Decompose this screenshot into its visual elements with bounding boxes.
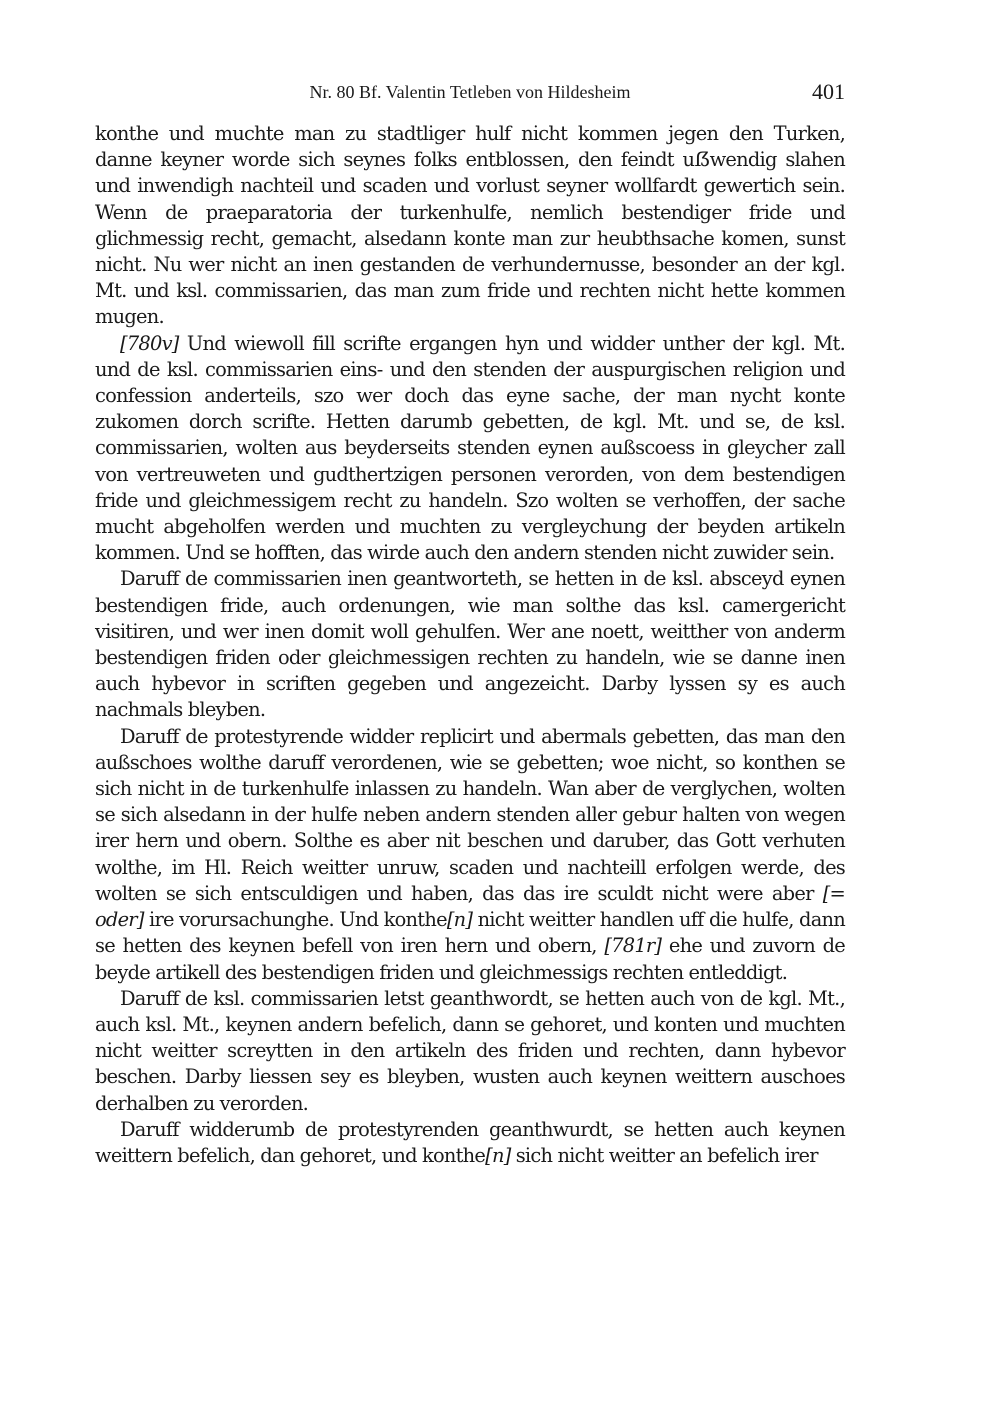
paragraph-text: ehe und zuvorn de beyde artikell des bestendigen friden und gleichmessigs rechten entleddigt.	[95, 934, 845, 984]
paragraph-5	[95, 986, 845, 1117]
paragraph-1	[95, 121, 845, 331]
running-header	[95, 79, 845, 109]
paragraph-text: Daruff widderumb de protestyrenden geanthwurdt, se hetten auch keynen weittern befelich, dan gehoret, und konthe	[95, 1117, 845, 1167]
document-body	[95, 121, 845, 1169]
page-number: 401	[812, 79, 845, 104]
paragraph-text: nicht weitter handlen uff die hulfe, dann se hetten des keynen befell von iren hern und obern,	[95, 908, 846, 958]
paragraph-6	[95, 1117, 845, 1169]
folio-reference: [780v]	[120, 331, 179, 355]
paragraph-text: sich nicht weitter an befelich irer	[510, 1143, 818, 1167]
paragraph-text: Daruff de protestyrende widder replicirt und abermals gebetten, das man den außschoes wolthe daruff verordenen, wie se gebetten; woe nicht, so konthen se sich nicht in de turkenhulfe inlassen zu handeln. Wan aber de verglychen, wolten se sich alsedann in der hulfe neben andern stenden aller gebur halten von wegen irer hern und obern. Solthe es aber nit beschen und daruber, das Gott verhuten wolthe, im Hl. Reich weitter unruw, scaden und nachteill erfolgen werde, des wolten se sich entsculdigen und haben, das das ire sculdt nicht were aber	[95, 724, 845, 905]
paragraph-text: ire vorursachunghe. Und konthe	[143, 908, 447, 932]
folio-reference: [781r]	[604, 934, 662, 958]
paragraph-text: Daruff de commissarien inen geantworteth, se hetten in de ksl. absceyd eynen bestendigen fride, auch ordenungen, wie man solthe das ksl. camergericht visitiren, und wer inen domit woll gehulfen. Wer ane noett, weitther von anderm bestendigen friden oder gleichmessigen rechten zu handeln, wie se danne inen auch hybevor in scriften gegeben und angezeicht. Darby lyssen sy es auch nachmals bleyben.	[95, 567, 845, 722]
paragraph-4	[95, 724, 845, 986]
paragraph-text: konthe und muchte man zu stadtliger hulf nicht kommen jegen den Turken, danne keyner worde sich seynes folks entblossen, den feindt uẞwendig slahen und inwendigh nachteil und scaden und vorlust seyner wollfardt gewertich sein. Wenn de praeparatoria der turkenhulfe, nemlich bestendiger fride und glichmessig recht, gemacht, alsedann konte man zur heubthsache komen, sunst nicht. Nu wer nicht an inen gestanden de verhundernusse, besonder an der kgl. Mt. und ksl. commissarien, das man zum fride und rechten nicht hette kommen mugen.	[95, 122, 845, 329]
paragraph-text: Und wiewoll fill scrifte ergangen hyn und widder unther der kgl. Mt. und de ksl. commissarien eins- und den stenden der auspurgischen religion und confession anderteils, szo wer doch das eyne sache, der man nycht konte zukomen dorch scrifte. Hetten darumb gebetten, de kgl. Mt. und se, de ksl. commissarien, wolten aus beyderseits stenden eynen außscoess in gleycher zall von vertreuweten und gudthertzigen personen verorden, von dem bestendigen fride und gleichmessigem recht zu handeln. Szo wolten se verhoffen, der sache mucht abgeholfen werden und muchten zu vergleychung der beyden artikeln kommen. Und se hofften, das wirde auch den andern stenden nicht zuwider sein.	[95, 331, 845, 565]
editorial-note: [n]	[485, 1143, 511, 1167]
editorial-note: [n]	[446, 908, 473, 932]
running-title: Nr. 80 Bf. Valentin Tetleben von Hildesheim	[309, 82, 631, 102]
paragraph-2	[95, 331, 845, 567]
paragraph-text: Daruff de ksl. commissarien letst geanthwordt, se hetten auch von de kgl. Mt., auch ksl. Mt., keynen andern befelich, dann se gehoret, und konten und muchten nicht weitter screytten in den artikeln des friden und rechten, dann hybevor beschen. Darby liessen sey es bleyben, wusten auch keynen weittern auschoes derhalben zu verorden.	[95, 986, 845, 1115]
paragraph-3	[95, 566, 845, 723]
editorial-note: [= oder]	[95, 881, 845, 932]
